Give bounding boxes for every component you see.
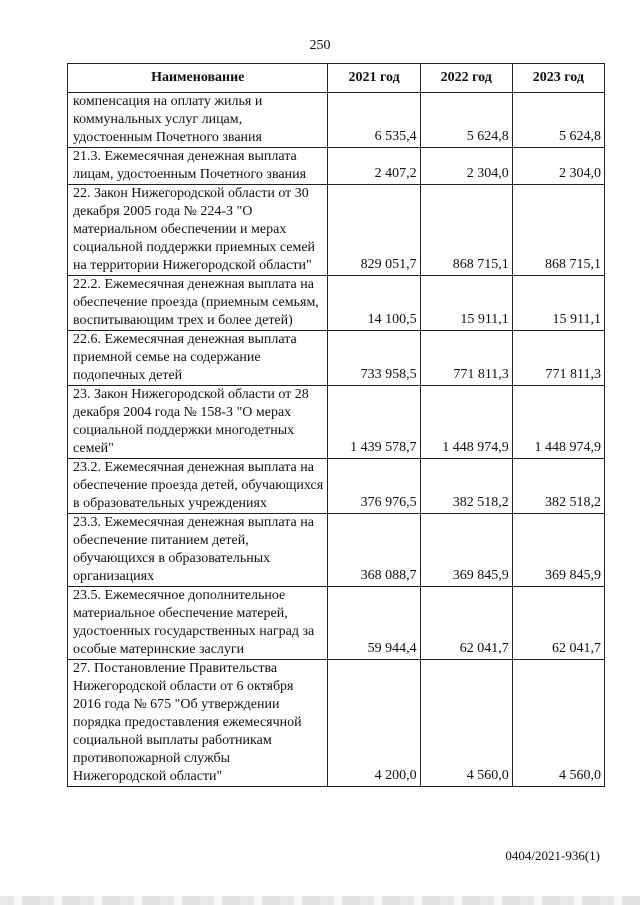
row-name: 23.2. Ежемесячная денежная выплата на обеспечение проезда детей, обучающихся в образовательных учреждениях bbox=[68, 459, 328, 514]
value-2022: 382 518,2 bbox=[420, 459, 512, 514]
value-2021: 733 958,5 bbox=[328, 331, 420, 386]
value-2023: 771 811,3 bbox=[512, 331, 604, 386]
value-2023: 62 041,7 bbox=[512, 587, 604, 660]
table-row bbox=[68, 276, 605, 331]
value-2021: 59 944,4 bbox=[328, 587, 420, 660]
value-2023: 382 518,2 bbox=[512, 459, 604, 514]
value-2023: 2 304,0 bbox=[512, 148, 604, 185]
table-row bbox=[68, 386, 605, 459]
document-code: 0404/2021-936(1) bbox=[505, 848, 600, 863]
header-2022: 2022 год bbox=[420, 64, 512, 93]
value-2021: 2 407,2 bbox=[328, 148, 420, 185]
header-2023: 2023 год bbox=[512, 64, 604, 93]
value-2022: 868 715,1 bbox=[420, 185, 512, 276]
table-row bbox=[68, 93, 605, 148]
value-2023: 868 715,1 bbox=[512, 185, 604, 276]
value-2022: 1 448 974,9 bbox=[420, 386, 512, 459]
header-2021: 2021 год bbox=[328, 64, 420, 93]
table-row bbox=[68, 587, 605, 660]
value-2021: 1 439 578,7 bbox=[328, 386, 420, 459]
budget-table bbox=[67, 63, 605, 787]
row-name: 22.2. Ежемесячная денежная выплата на обеспечение проезда (приемным семьям, воспитывающим трех и более детей) bbox=[68, 276, 328, 331]
value-2021: 368 088,7 bbox=[328, 514, 420, 587]
value-2023: 5 624,8 bbox=[512, 93, 604, 148]
table-row bbox=[68, 185, 605, 276]
row-name: компенсация на оплату жилья и коммунальных услуг лицам, удостоенным Почетного звания bbox=[68, 93, 328, 148]
value-2021: 376 976,5 bbox=[328, 459, 420, 514]
value-2023: 4 560,0 bbox=[512, 660, 604, 787]
value-2022: 4 560,0 bbox=[420, 660, 512, 787]
row-name: 21.3. Ежемесячная денежная выплата лицам, удостоенным Почетного звания bbox=[68, 148, 328, 185]
table-row bbox=[68, 331, 605, 386]
row-name: 23.5. Ежемесячное дополнительное материальное обеспечение матерей, удостоенных государственных наград за особые материнские заслуги bbox=[68, 587, 328, 660]
value-2023: 15 911,1 bbox=[512, 276, 604, 331]
table-row bbox=[68, 514, 605, 587]
row-name: 22.6. Ежемесячная денежная выплата приемной семье на содержание подопечных детей bbox=[68, 331, 328, 386]
table-header-row bbox=[68, 64, 605, 93]
value-2021: 14 100,5 bbox=[328, 276, 420, 331]
value-2022: 62 041,7 bbox=[420, 587, 512, 660]
value-2022: 5 624,8 bbox=[420, 93, 512, 148]
table-row bbox=[68, 148, 605, 185]
value-2022: 2 304,0 bbox=[420, 148, 512, 185]
page-number: 250 bbox=[309, 38, 331, 53]
row-name: 23. Закон Нижегородской области от 28 декабря 2004 года № 158-З "О мерах социальной поддержки многодетных семей" bbox=[68, 386, 328, 459]
value-2021: 6 535,4 bbox=[328, 93, 420, 148]
header-name: Наименование bbox=[68, 64, 328, 93]
value-2023: 1 448 974,9 bbox=[512, 386, 604, 459]
table-row bbox=[68, 459, 605, 514]
value-2021: 829 051,7 bbox=[328, 185, 420, 276]
value-2022: 369 845,9 bbox=[420, 514, 512, 587]
scan-edge-artifact bbox=[0, 896, 640, 905]
value-2021: 4 200,0 bbox=[328, 660, 420, 787]
table-row bbox=[68, 660, 605, 787]
value-2022: 771 811,3 bbox=[420, 331, 512, 386]
value-2022: 15 911,1 bbox=[420, 276, 512, 331]
value-2023: 369 845,9 bbox=[512, 514, 604, 587]
row-name: 23.3. Ежемесячная денежная выплата на обеспечение питанием детей, обучающихся в образовательных организациях bbox=[68, 514, 328, 587]
row-name: 27. Постановление Правительства Нижегородской области от 6 октября 2016 года № 675 "Об утверждении порядка предоставления ежемесячной социальной выплаты работникам противопожарной службы Нижегородской области" bbox=[68, 660, 328, 787]
row-name: 22. Закон Нижегородской области от 30 декабря 2005 года № 224-З "О материальном обеспечении и мерах социальной поддержки приемных семей на территории Нижегородской области" bbox=[68, 185, 328, 276]
